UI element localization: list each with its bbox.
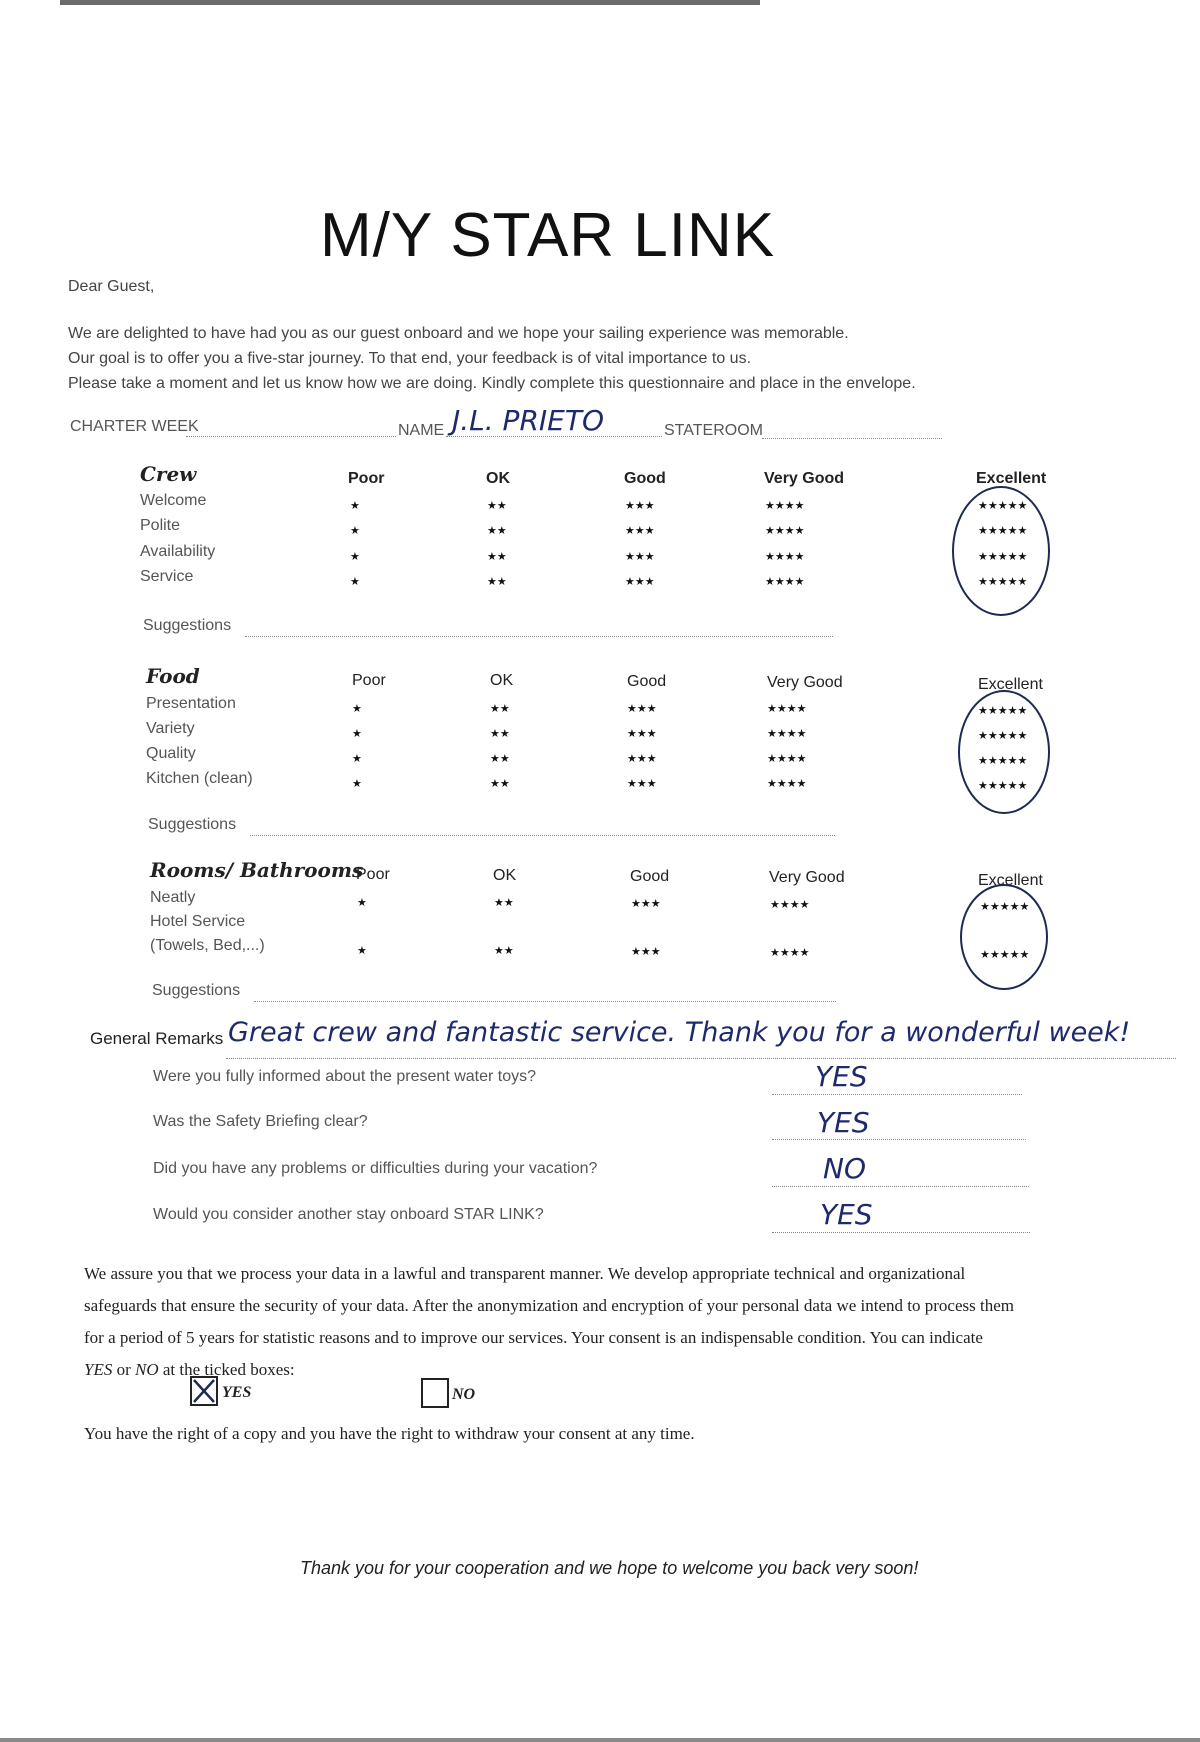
food-kitchen-ok[interactable]: ★★: [490, 778, 510, 790]
food-excellent-circle-mark: [958, 690, 1050, 814]
rooms-suggestions-label: Suggestions: [152, 982, 241, 999]
legal-no-word: NO: [135, 1360, 159, 1379]
food-quality-very-good[interactable]: ★★★★: [767, 753, 807, 765]
crew-welcome-excellent[interactable]: ★★★★★: [978, 500, 1028, 512]
food-quality-ok[interactable]: ★★: [490, 753, 510, 765]
crew-polite-poor[interactable]: ★: [350, 525, 360, 537]
food-kitchen-very-good[interactable]: ★★★★: [767, 778, 807, 790]
section-title-food: Food: [146, 664, 200, 688]
food-col-very-good: Very Good: [767, 674, 843, 691]
general-remarks-label: General Remarks: [90, 1029, 224, 1048]
greeting: Dear Guest,: [68, 278, 155, 295]
rooms-hotel-service-excellent[interactable]: ★★★★★: [980, 949, 1030, 961]
crew-polite-ok[interactable]: ★★: [487, 525, 507, 537]
crew-availability-good[interactable]: ★★★: [625, 551, 655, 563]
crew-welcome-very-good[interactable]: ★★★★: [765, 500, 805, 512]
scan-bottom-edge: [0, 1738, 1200, 1742]
rooms-hotel-service-good[interactable]: ★★★: [631, 946, 661, 958]
legal-line-1: We assure you that we process your data in a lawful and transparent manner. We develop appropriate technical and organizational: [84, 1264, 966, 1283]
rooms-item-neatly: Neatly: [150, 889, 196, 906]
question-safety-briefing: Was the Safety Briefing clear?: [153, 1113, 368, 1130]
rooms-item-hotel-service: Hotel Service: [150, 913, 246, 930]
stateroom-field[interactable]: [762, 438, 942, 439]
crew-item-availability: Availability: [140, 543, 216, 560]
crew-service-ok[interactable]: ★★: [487, 576, 507, 588]
answer-line-water-toys[interactable]: [772, 1094, 1022, 1095]
crew-welcome-good[interactable]: ★★★: [625, 500, 655, 512]
crew-col-poor: Poor: [348, 470, 385, 487]
food-item-quality: Quality: [146, 745, 196, 762]
rooms-suggestions-field[interactable]: [254, 1001, 836, 1002]
food-presentation-poor[interactable]: ★: [352, 703, 362, 715]
food-kitchen-good[interactable]: ★★★: [627, 778, 657, 790]
answer-line-safety-briefing[interactable]: [772, 1139, 1026, 1140]
intro-line-1: We are delighted to have had you as our guest onboard and we hope your sailing experience was memorable.: [68, 325, 849, 342]
food-quality-excellent[interactable]: ★★★★★: [978, 755, 1028, 767]
legal-yes-word: YES: [84, 1360, 113, 1379]
crew-col-good: Good: [624, 470, 666, 487]
food-variety-very-good[interactable]: ★★★★: [767, 728, 807, 740]
food-col-poor: Poor: [352, 672, 386, 689]
food-quality-poor[interactable]: ★: [352, 753, 362, 765]
rooms-col-good: Good: [630, 868, 670, 885]
crew-welcome-poor[interactable]: ★: [350, 500, 360, 512]
food-kitchen-excellent[interactable]: ★★★★★: [978, 780, 1028, 792]
food-suggestions-field[interactable]: [250, 835, 835, 836]
food-variety-excellent[interactable]: ★★★★★: [978, 730, 1028, 742]
crew-availability-ok[interactable]: ★★: [487, 551, 507, 563]
stateroom-label: STATEROOM: [664, 422, 763, 439]
rooms-excellent-circle-mark: [960, 884, 1048, 990]
answer-another-stay: YES: [820, 1198, 873, 1231]
answer-safety-briefing: YES: [817, 1106, 870, 1139]
general-remarks-field[interactable]: [226, 1058, 1176, 1059]
crew-polite-excellent[interactable]: ★★★★★: [978, 525, 1028, 537]
food-item-presentation: Presentation: [146, 695, 236, 712]
food-item-variety: Variety: [146, 720, 195, 737]
legal-line-3: for a period of 5 years for statistic reasons and to improve our services. Your consent is an indispensable condition. You can indicate: [84, 1328, 983, 1347]
answer-problems: NO: [823, 1152, 866, 1185]
food-suggestions-label: Suggestions: [148, 816, 237, 833]
intro-line-3: Please take a moment and let us know how we are doing. Kindly complete this questionnaire and place in the envelope.: [68, 375, 916, 392]
check-x-icon: [192, 1378, 216, 1404]
food-variety-ok[interactable]: ★★: [490, 728, 510, 740]
rooms-col-ok: OK: [493, 867, 517, 884]
withdraw-consent-text: You have the right of a copy and you have the right to withdraw your consent at any time.: [84, 1424, 695, 1443]
food-presentation-ok[interactable]: ★★: [490, 703, 510, 715]
answer-line-another-stay[interactable]: [772, 1232, 1030, 1233]
food-kitchen-poor[interactable]: ★: [352, 778, 362, 790]
legal-line-2: safeguards that ensure the security of your data. After the anonymization and encryption of your personal data we intend to process them: [84, 1296, 1014, 1315]
crew-suggestions-field[interactable]: [245, 636, 833, 637]
food-item-kitchen: Kitchen (clean): [146, 770, 253, 787]
crew-suggestions-label: Suggestions: [143, 617, 232, 634]
crew-availability-poor[interactable]: ★: [350, 551, 360, 563]
name-value: J.L. PRIETO: [452, 404, 604, 437]
answer-water-toys: YES: [815, 1060, 868, 1093]
consent-yes-label: YES: [222, 1384, 252, 1401]
crew-polite-good[interactable]: ★★★: [625, 525, 655, 537]
rooms-item-towels-bed: (Towels, Bed,...): [150, 937, 265, 954]
food-presentation-good[interactable]: ★★★: [627, 703, 657, 715]
crew-item-polite: Polite: [140, 517, 181, 534]
crew-excellent-circle-mark: [952, 486, 1050, 616]
question-water-toys: Were you fully informed about the present water toys?: [153, 1068, 537, 1085]
food-quality-good[interactable]: ★★★: [627, 753, 657, 765]
legal-or-word: or: [112, 1360, 136, 1379]
crew-col-excellent: Excellent: [976, 470, 1047, 487]
crew-col-very-good: Very Good: [764, 470, 845, 487]
consent-no-label: NO: [452, 1386, 476, 1403]
general-remarks-value: Great crew and fantastic service. Thank you for a wonderful week!: [228, 1017, 1131, 1048]
rooms-neatly-very-good[interactable]: ★★★★: [770, 899, 810, 911]
charter-week-field[interactable]: [186, 436, 396, 437]
crew-polite-very-good[interactable]: ★★★★: [765, 525, 805, 537]
food-col-good: Good: [627, 673, 667, 690]
question-problems: Did you have any problems or difficulties during your vacation?: [153, 1160, 598, 1177]
food-presentation-very-good[interactable]: ★★★★: [767, 703, 807, 715]
food-variety-poor[interactable]: ★: [352, 728, 362, 740]
food-col-ok: OK: [490, 672, 514, 689]
crew-item-welcome: Welcome: [140, 492, 207, 509]
name-label: NAME: [398, 422, 445, 439]
crew-welcome-ok[interactable]: ★★: [487, 500, 507, 512]
rooms-neatly-ok[interactable]: ★★: [494, 897, 514, 909]
rooms-neatly-good[interactable]: ★★★: [631, 898, 661, 910]
scan-top-edge: [60, 0, 760, 5]
food-presentation-excellent[interactable]: ★★★★★: [978, 705, 1028, 717]
section-title-crew: Crew: [140, 462, 197, 486]
rooms-neatly-poor[interactable]: ★: [357, 897, 367, 909]
answer-line-problems[interactable]: [772, 1186, 1029, 1187]
rooms-col-poor: Poor: [356, 866, 390, 883]
consent-no-checkbox[interactable]: [421, 1378, 449, 1408]
charter-week-label: CHARTER WEEK: [70, 418, 199, 435]
rooms-hotel-service-poor[interactable]: ★: [357, 945, 367, 957]
food-variety-good[interactable]: ★★★: [627, 728, 657, 740]
rooms-hotel-service-ok[interactable]: ★★: [494, 945, 514, 957]
crew-availability-excellent[interactable]: ★★★★★: [978, 551, 1028, 563]
rooms-hotel-service-very-good[interactable]: ★★★★: [770, 947, 810, 959]
food-col-excellent: Excellent: [978, 676, 1043, 693]
crew-col-ok: OK: [486, 470, 510, 487]
rooms-neatly-excellent[interactable]: ★★★★★: [980, 901, 1030, 913]
consent-yes-checkbox[interactable]: [190, 1376, 218, 1406]
crew-item-service: Service: [140, 568, 194, 585]
crew-service-excellent[interactable]: ★★★★★: [978, 576, 1028, 588]
question-another-stay: Would you consider another stay onboard STAR LINK?: [153, 1206, 544, 1223]
crew-service-very-good[interactable]: ★★★★: [765, 576, 805, 588]
page-title: M/Y STAR LINK: [320, 201, 776, 270]
rooms-col-very-good: Very Good: [769, 869, 845, 886]
crew-service-poor[interactable]: ★: [350, 576, 360, 588]
intro-line-2: Our goal is to offer you a five-star journey. To that end, your feedback is of vital importance to us.: [68, 350, 752, 367]
legal-line-4-rest: at the ticked boxes:: [158, 1360, 295, 1379]
closing-message: Thank you for your cooperation and we hope to welcome you back very soon!: [300, 1558, 919, 1578]
crew-service-good[interactable]: ★★★: [625, 576, 655, 588]
crew-availability-very-good[interactable]: ★★★★: [765, 551, 805, 563]
rooms-col-excellent: Excellent: [978, 872, 1043, 889]
section-title-rooms: Rooms/ Bathrooms: [150, 858, 364, 882]
